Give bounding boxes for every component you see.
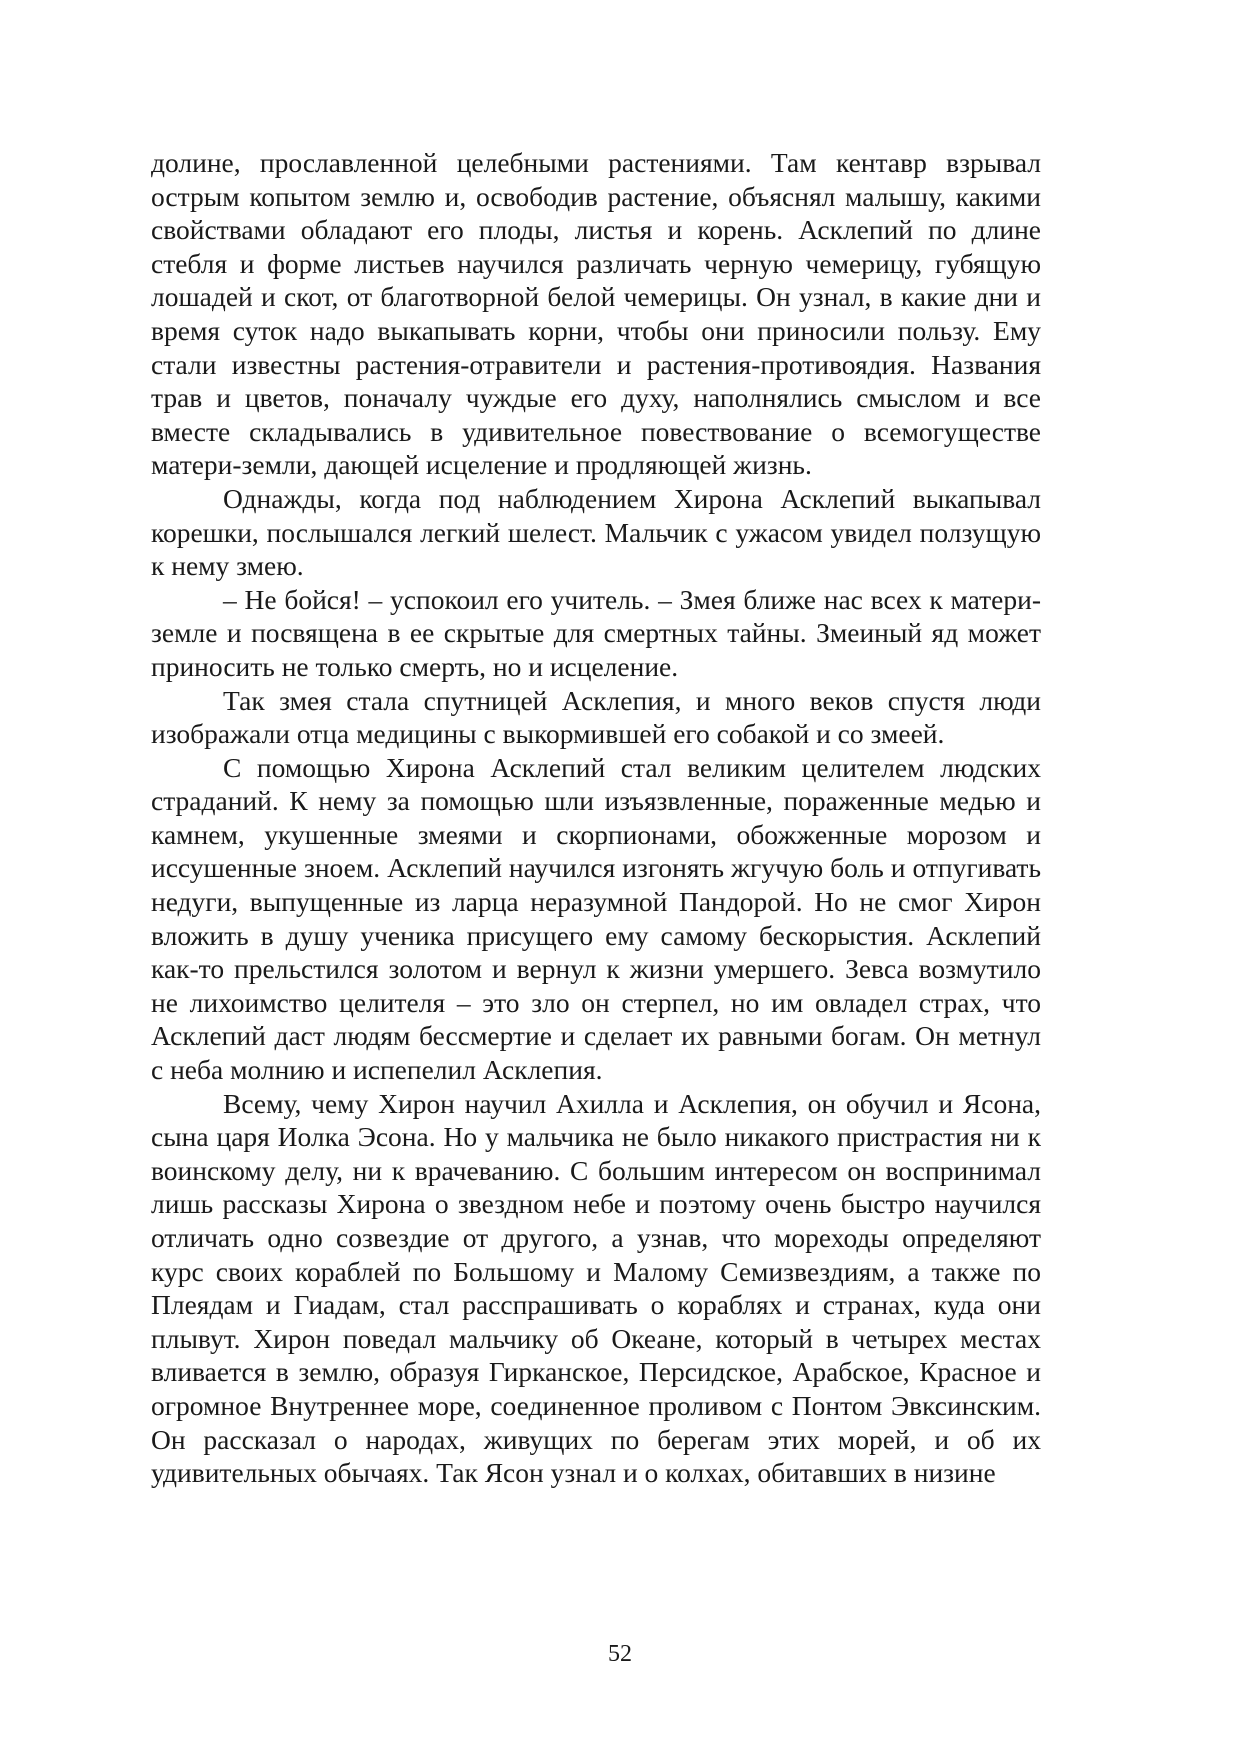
page-body — [151, 146, 1041, 1490]
paragraph-6: Всему, чему Хирон научил Ахилла и Асклепия, он обучил и Ясона, сына царя Иолка Эсона. Но у мальчика не было никакого пристрастия ни к воинскому делу, ни к врачеванию. С большим интересом он воспринимал лишь рассказы Хирона о звездном небе и поэтому очень быстро научился отличать одно созвездие от другого, а узнав, что мореходы определяют курс своих кораблей по Большому и Малому Семизвездиям, а также по Плеядам и Гиадам, стал расспрашивать о кораблях и странах, куда они плывут. Хирон поведал мальчику об Океане, который в четырех местах вливается в землю, образуя Гирканское, Персидское, Арабское, Красное и огромное Внутреннее море, соединенное проливом с Понтом Эвксинским. Он рассказал о народах, живущих по берегам этих морей, и об их удивительных обычаях. Так Ясон узнал и о колхах, обитавших в низине — [151, 1087, 1041, 1489]
paragraph-1: долине, прославленной целебными растениями. Там кентавр взрывал острым копытом землю и, освободив растение, объяснял малышу, какими свойствами обладают его плоды, листья и корень. Асклепий по длине стебля и форме листьев научился различать черную чемерицу, губящую лошадей и скот, от благотворной белой чемерицы. Он узнал, в какие дни и время суток надо выкапывать корни, чтобы они приносили пользу. Ему стали известны растения-отравители и растения-противоядия. Названия трав и цветов, поначалу чуждые его духу, наполнялись смыслом и все вместе складывались в удивительное повествование о всемогуществе матери-земли, дающей исцеление и продляющей жизнь. — [151, 147, 1041, 481]
paragraph-3: – Не бойся! – успокоил его учитель. – Змея ближе нас всех к матери-земле и посвящена в ее скрытые для смертных тайны. Змеиный яд может приносить не только смерть, но и исцеление. — [151, 583, 1041, 682]
paragraph-2: Однажды, когда под наблюдением Хирона Асклепий выкапывал корешки, послышался легкий шелест. Мальчик с ужасом увидел ползущую к нему змею. — [151, 482, 1041, 582]
paragraph-5: С помощью Хирона Асклепий стал великим целителем людских страданий. К нему за помощью шли изъязвленные, пораженные медью и камнем, укушенные змеями и скорпионами, обожженные морозом и иссушенные зноем. Асклепий научился изгонять жгучую боль и отпугивать недуги, выпущенные из ларца неразумной Пандорой. Но не смог Хирон вложить в душу ученика присущего ему самому бескорыстия. Асклепий как-то прельстился золотом и вернул к жизни умершего. Зевса возмутило не лихоимство целителя – это зло он стерпел, но им овладел страх, что Асклепий даст людям бессмертие и сделает их равными богам. Он метнул с неба молнию и испепелил Асклепия. — [151, 751, 1041, 1086]
page-number: 52 — [608, 1641, 632, 1667]
paragraph-4: Так змея стала спутницей Асклепия, и много веков спустя люди изображали отца медицины с выкормившей его собакой и со змеей. — [151, 684, 1041, 750]
